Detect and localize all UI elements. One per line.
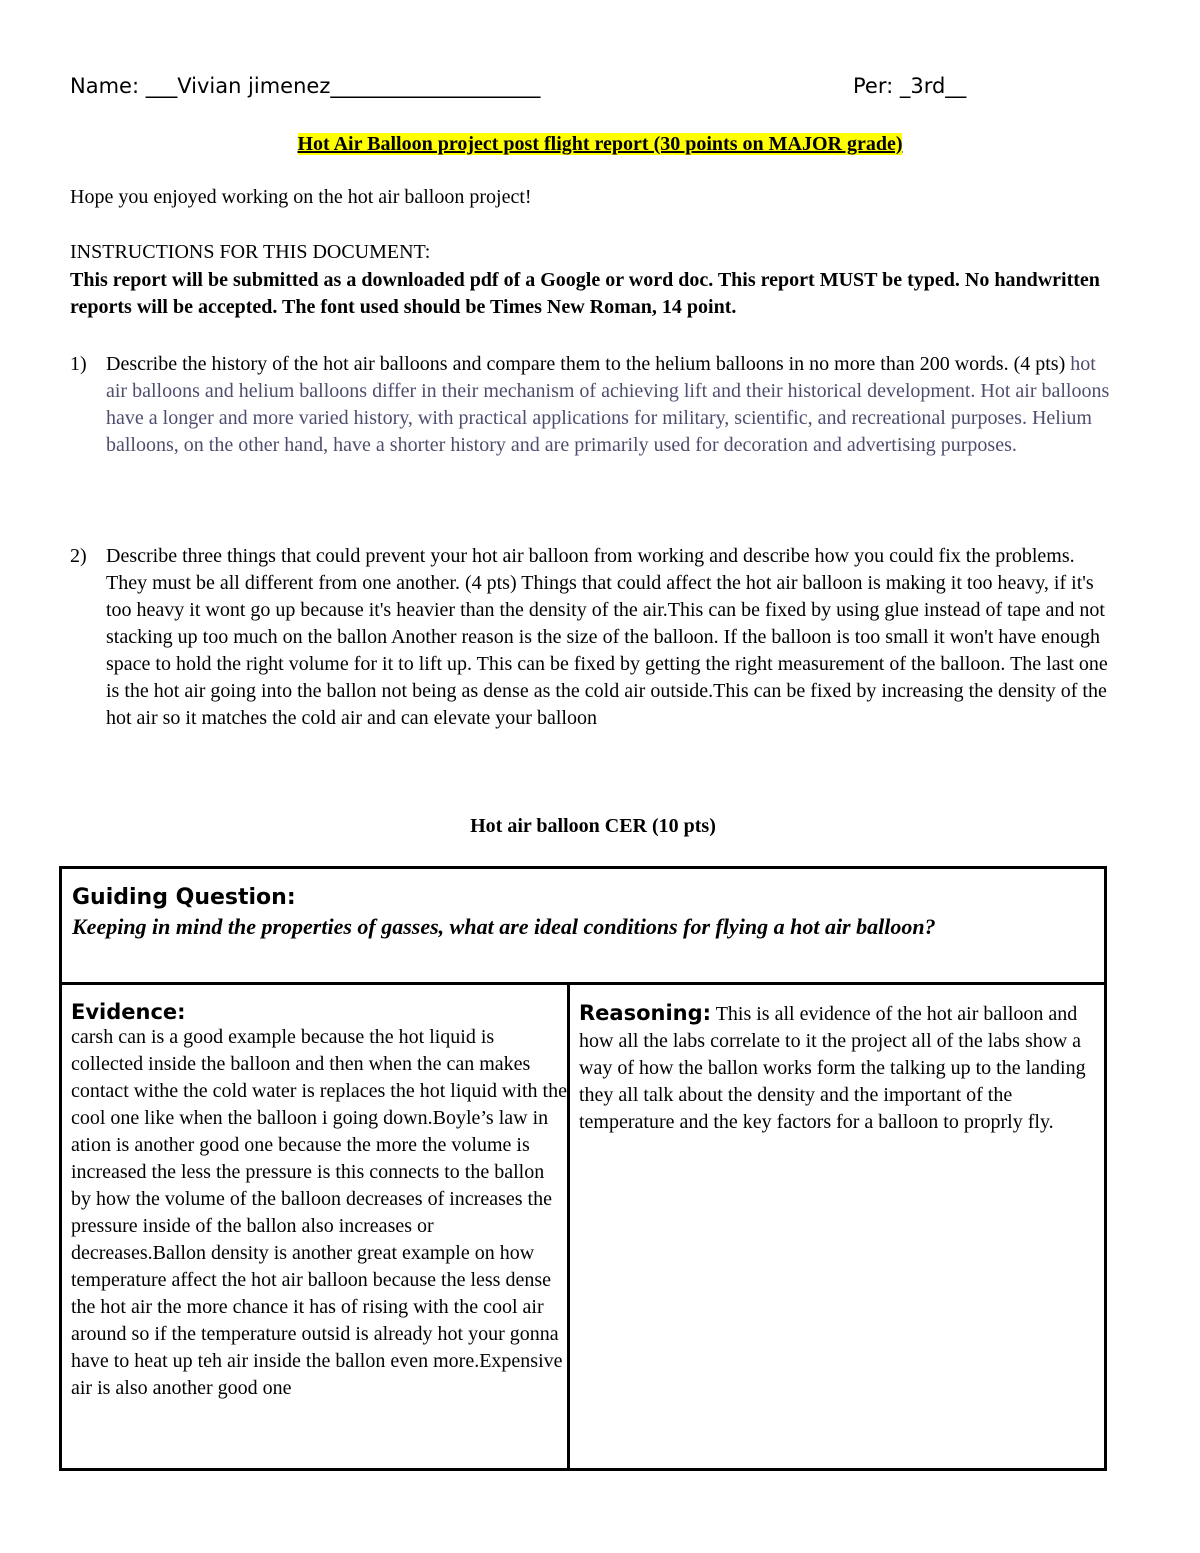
question-number: 1) xyxy=(70,353,87,375)
period-line: Per: _3rd__ xyxy=(853,74,967,98)
reasoning-label: Reasoning: xyxy=(579,1001,712,1025)
reasoning-cell xyxy=(570,985,1104,1468)
document-title-text: Hot Air Balloon project post flight report (30 points on MAJOR grade) xyxy=(297,133,903,155)
question-answer: Things that could affect the hot air balloon is making it too heavy, if it's too heavy it wont go up because it's heavier than the density of the air.This can be fixed by using glue instead of tape and not stacking up too much on the ballon Another reason is the size of the balloon. If the balloon is too small it won't have enough space to hold the right volume for it to lift up. This can be fixed by getting the right measurement of the balloon. The last one is the hot air going into the ballon not being as dense as the cold air outside.This can be fixed by increasing the density of the hot air so it matches the cold air and can elevate your balloon xyxy=(106,572,1108,729)
guiding-question-cell xyxy=(62,869,1104,985)
instructions-heading: INSTRUCTIONS FOR THIS DOCUMENT: xyxy=(70,241,431,263)
cer-title: Hot air balloon CER (10 pts) xyxy=(470,815,716,837)
evidence-label: Evidence: xyxy=(71,1000,186,1024)
question-1 xyxy=(70,351,1110,459)
evidence-text: carsh can is a good example because the hot liquid is collected inside the balloon and then when the can makes contact withe the cold water is replaces the hot liquid with the cool one like when the balloon i going down.Boyle’s law in ation is another good one because the more the volume is increased the less the pressure is this connects to the ballon by how the volume of the balloon decreases of increases the pressure inside of the ballon also increases or decreases.Ballon density is another great example on how temperature affect the hot air balloon because the less dense the hot air the more chance it has of rising with the cool air around so if the temperature outsid is already hot your gonna have to heat up teh air inside the ballon even more.Expensive air is also another good one xyxy=(71,1026,567,1399)
reasoning-text: This is all evidence of the hot air balloon and how all the labs correlate to it the project all of the labs show a way of how the ballon works form the talking up to the landing they all talk about the density and the important of the temperature and the key factors for a balloon to proprly fly. xyxy=(579,1003,1086,1133)
document-title xyxy=(0,133,1200,156)
evidence-cell xyxy=(62,985,570,1468)
guiding-question-text: Keeping in mind the properties of gasses, what are ideal conditions for flying a hot air balloon? xyxy=(72,914,936,939)
question-prompt: Describe the history of the hot air balloons and compare them to the helium balloons in no more than 200 words. (4 pts) xyxy=(106,353,1066,375)
cer-table xyxy=(59,866,1107,1471)
instructions-body: This report will be submitted as a downloaded pdf of a Google or word doc. This report MUST be typed. No handwritten reports will be accepted. The font used should be Times New Roman, 14 point. xyxy=(70,269,1100,318)
question-2 xyxy=(70,543,1110,732)
question-answer: hot air balloons and helium balloons differ in their mechanism of achieving lift and their historical development. Hot air balloons have a longer and more varied history, with practical applications for military, scientific, and recreational purposes. Helium balloons, on the other hand, have a shorter history and are primarily used for decoration and advertising purposes. xyxy=(106,353,1110,456)
intro-text: Hope you enjoyed working on the hot air balloon project! xyxy=(70,186,532,208)
question-number: 2) xyxy=(70,545,87,567)
student-name-line: Name: ___Vivian jimenez____________________ xyxy=(70,74,541,98)
guiding-question-label: Guiding Question: xyxy=(72,885,296,910)
question-prompt: Describe three things that could prevent your hot air balloon from working and describe how you could fix the problems. They must be all different from one another. (4 pts) xyxy=(106,545,1075,594)
